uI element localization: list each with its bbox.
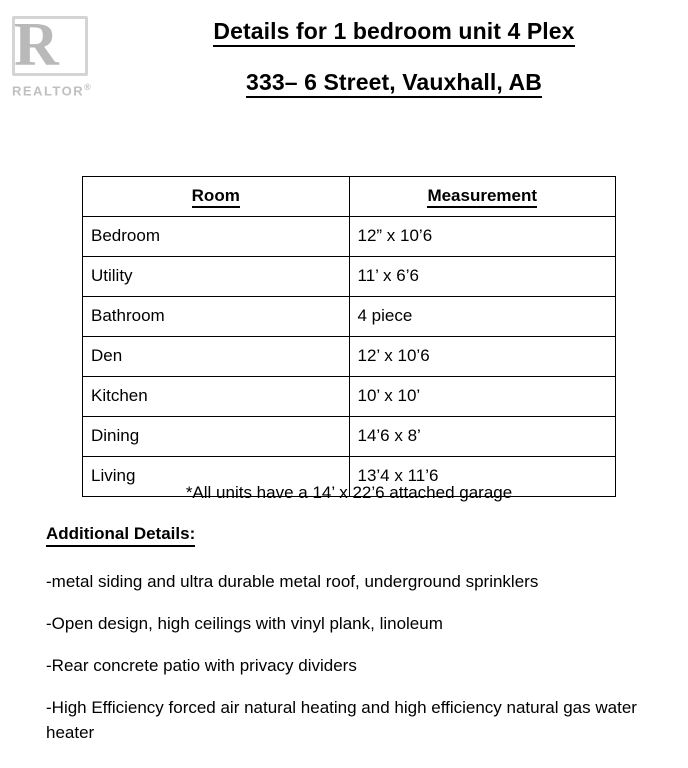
realtor-logo (6, 11, 98, 106)
cell-measurement: 13’4 x 11’6 (349, 457, 616, 497)
table-header-row (83, 177, 616, 217)
table-row (83, 377, 616, 417)
table-row (83, 417, 616, 457)
additional-detail-item: -High Efficiency forced air natural heating and high efficiency natural gas water heater (46, 698, 637, 742)
title-line-2 (110, 69, 678, 96)
additional-detail-item: -metal siding and ultra durable metal roof, underground sprinklers (46, 572, 539, 591)
cell-measurement: 14’6 x 8’ (349, 417, 616, 457)
cell-room: Bathroom (83, 297, 350, 337)
cell-room: Living (83, 457, 350, 497)
table-row (83, 337, 616, 377)
cell-room: Bedroom (83, 217, 350, 257)
cell-room: Kitchen (83, 377, 350, 417)
document-header (0, 0, 688, 130)
realtor-wordmark-text: REALTOR (12, 83, 85, 99)
garage-note: *All units have a 14’ x 22’6 attached garage (185, 483, 513, 502)
title-line-1-text: Details for 1 bedroom unit 4 Plex (213, 18, 574, 47)
cell-measurement: 12’ x 10’6 (349, 337, 616, 377)
additional-details-section (46, 524, 658, 762)
column-header-measurement (349, 177, 616, 217)
table-row (83, 257, 616, 297)
room-measurement-table (82, 176, 616, 497)
column-header-measurement-text: Measurement (427, 186, 537, 208)
cell-measurement: 10’ x 10’ (349, 377, 616, 417)
realtor-r-icon: R (14, 11, 58, 79)
table-row (83, 297, 616, 337)
realtor-wordmark (6, 82, 98, 98)
page-title (110, 18, 678, 120)
cell-measurement: 11’ x 6’6 (349, 257, 616, 297)
cell-measurement: 4 piece (349, 297, 616, 337)
additional-detail-item: -Rear concrete patio with privacy dividers (46, 656, 357, 675)
title-line-2-text: 333– 6 Street, Vauxhall, AB (246, 69, 542, 98)
additional-details-heading: Additional Details: (46, 524, 195, 547)
cell-room: Dining (83, 417, 350, 457)
title-line-1 (110, 18, 678, 45)
table-row (83, 217, 616, 257)
cell-measurement: 12” x 10’6 (349, 217, 616, 257)
registered-mark-icon: ® (84, 82, 93, 92)
cell-room: Den (83, 337, 350, 377)
column-header-room (83, 177, 350, 217)
additional-detail-item: -Open design, high ceilings with vinyl plank, linoleum (46, 614, 443, 633)
column-header-room-text: Room (192, 186, 240, 208)
cell-room: Utility (83, 257, 350, 297)
